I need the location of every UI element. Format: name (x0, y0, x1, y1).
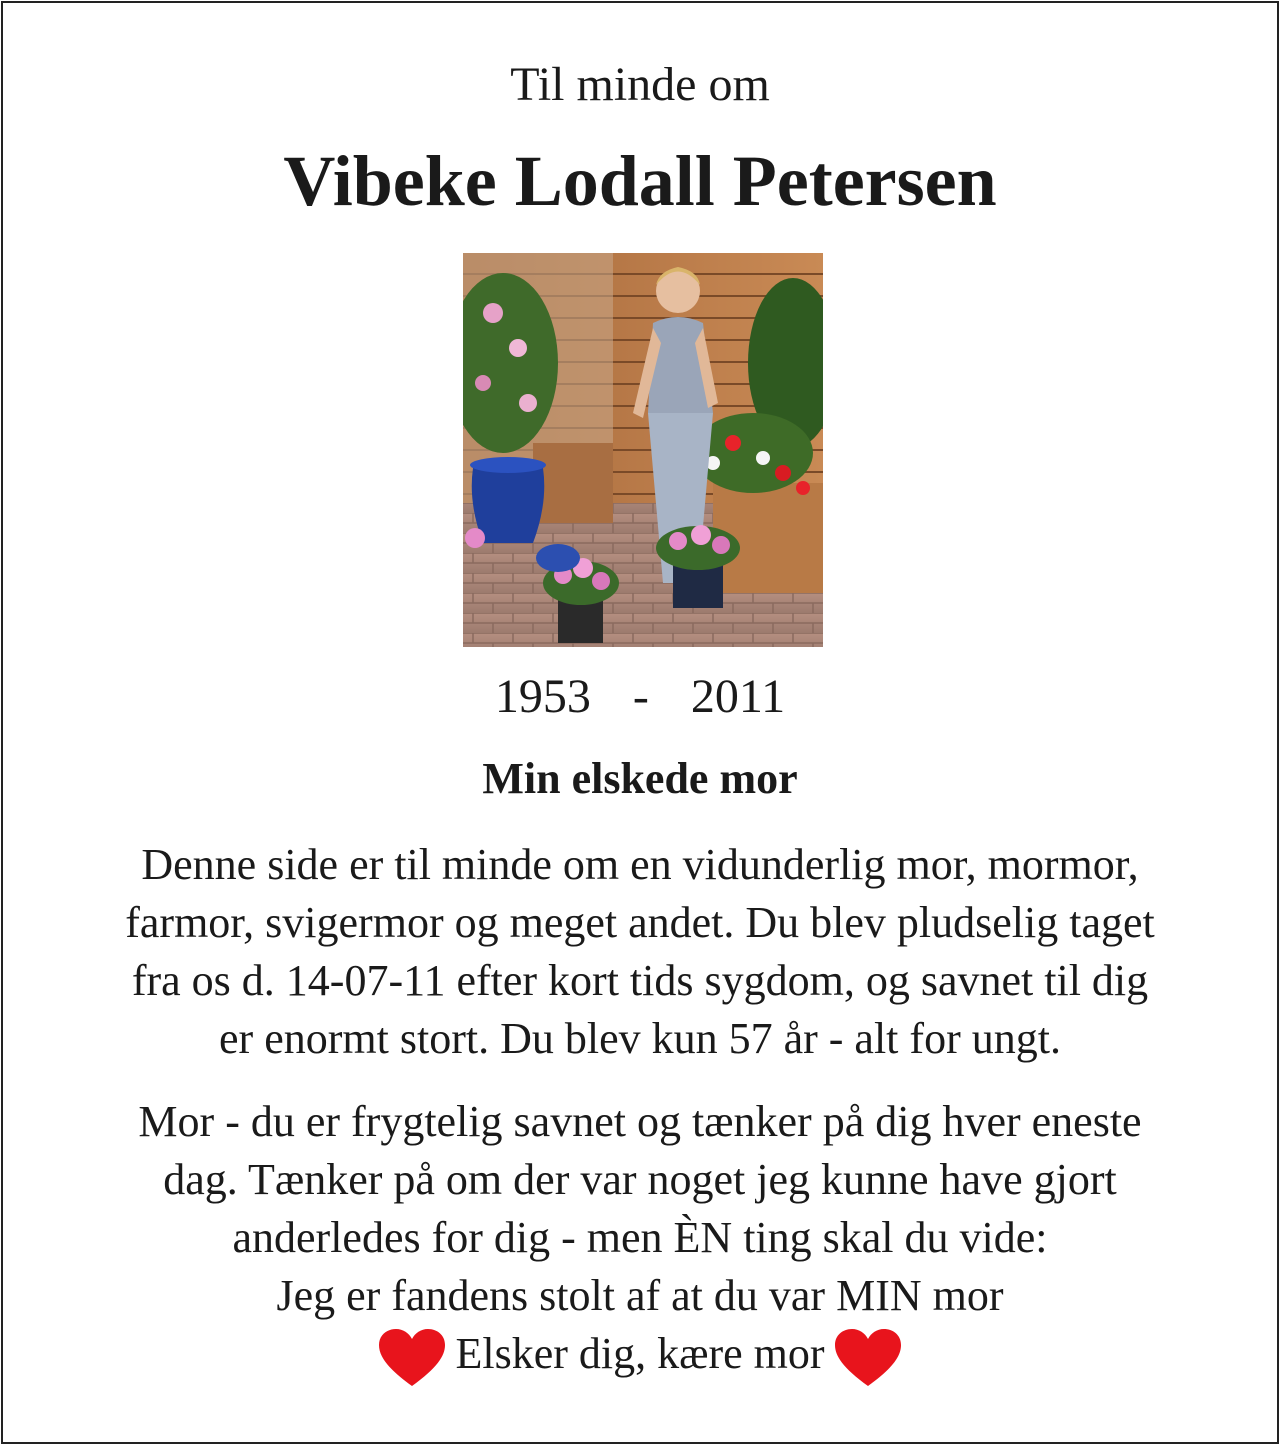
tribute-paragraph-2 (3, 1093, 1277, 1325)
text-line: anderledes for dig - men ÈN ting skal du vide: (232, 1213, 1048, 1262)
text-line: Denne side er til minde om en vidunderlig mor, mormor, (141, 840, 1139, 889)
portrait-photo (463, 253, 823, 647)
subheading: Min elskede mor (482, 754, 798, 803)
text-line: dag. Tænker på om der var noget jeg kunne have gjort (163, 1155, 1117, 1204)
death-year: 2011 (690, 670, 786, 723)
life-years (3, 667, 1277, 727)
text-line: fra os d. 14-07-11 efter kort tids sygdom, og savnet til dig (131, 956, 1149, 1005)
deceased-name: Vibeke Lodall Petersen (283, 141, 997, 221)
heart-icon (833, 1328, 903, 1388)
heart-icon (377, 1328, 447, 1388)
text-line: er enormt stort. Du blev kun 57 år - alt for ungt. (219, 1014, 1061, 1063)
memorial-card (1, 1, 1279, 1444)
intro-text: Til minde om (510, 58, 770, 111)
year-separator: - (632, 670, 649, 723)
closing-text: Elsker dig, kære mor (455, 1329, 825, 1378)
birth-year: 1953 (494, 670, 591, 723)
closing-line (3, 1325, 1277, 1388)
text-line: farmor, svigermor og meget andet. Du blev pludselig taget (125, 898, 1155, 947)
photo-illustration (463, 253, 823, 647)
tribute-paragraph-1 (3, 836, 1277, 1068)
text-line: Jeg er fandens stolt af at du var MIN mor (276, 1271, 1004, 1320)
text-line: Mor - du er frygtelig savnet og tænker på dig hver eneste (138, 1097, 1142, 1146)
